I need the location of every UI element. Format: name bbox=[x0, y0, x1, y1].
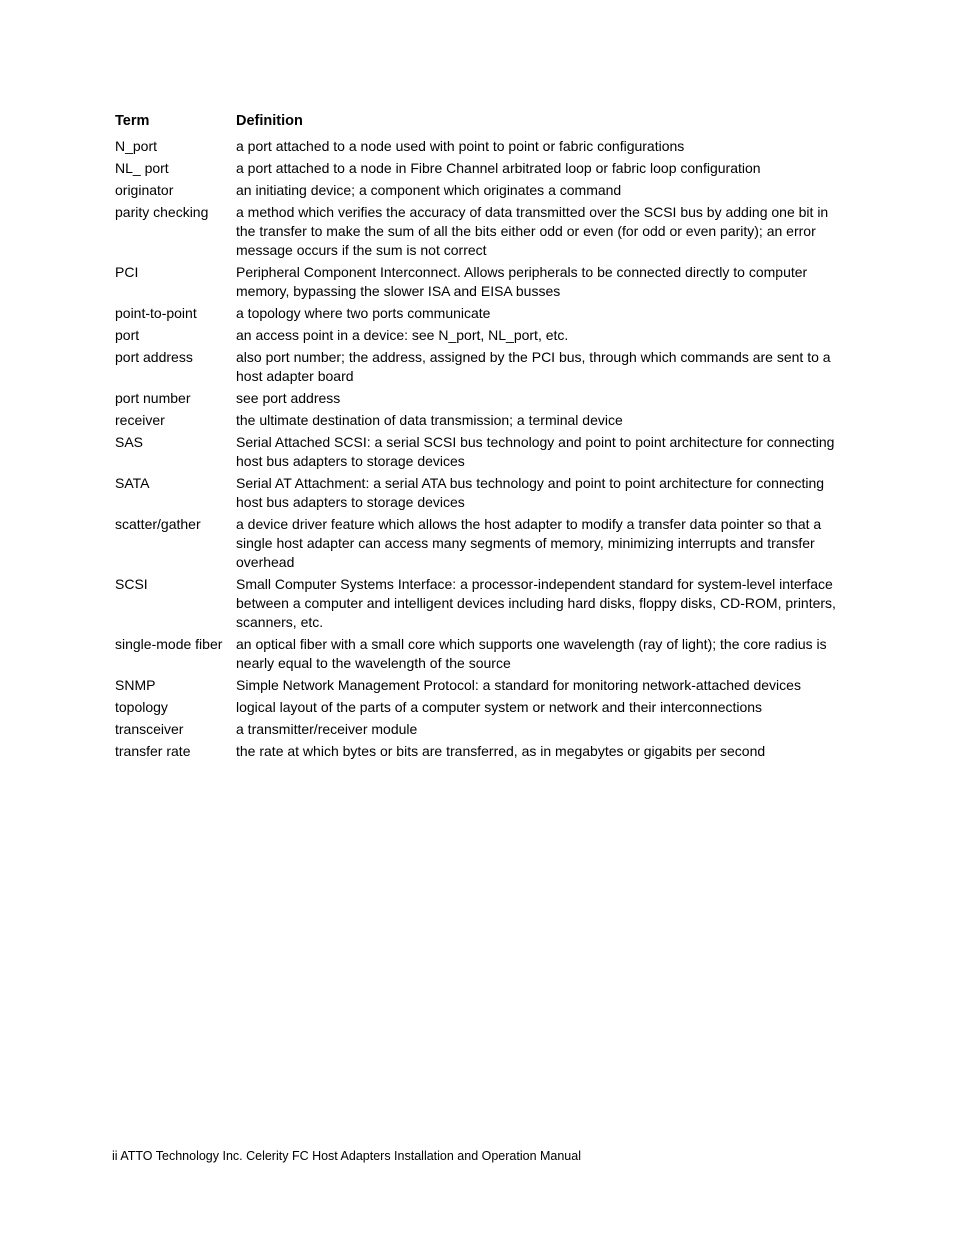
glossary-term: PCI bbox=[115, 264, 139, 280]
glossary-definition: the rate at which bytes or bits are transferred, as in megabytes or gigabits per second bbox=[236, 743, 766, 759]
glossary-definition: the ultimate destination of data transmission; a terminal device bbox=[236, 412, 623, 428]
glossary-term: originator bbox=[115, 182, 174, 198]
glossary-definition: also port number; the address, assigned by the PCI bus, through which commands are sent to a host adapter board bbox=[236, 349, 831, 384]
glossary-term: port address bbox=[115, 349, 193, 365]
glossary-definition: see port address bbox=[236, 390, 341, 406]
glossary-row bbox=[115, 389, 843, 408]
glossary-definition: an initiating device; a component which originates a command bbox=[236, 182, 622, 198]
glossary-term: port bbox=[115, 327, 140, 343]
glossary-row bbox=[115, 742, 843, 761]
glossary-definition: an optical fiber with a small core which supports one wavelength (ray of light); the core radius is nearly equal to the wavelength of the source bbox=[236, 636, 827, 671]
glossary-definition: a device driver feature which allows the host adapter to modify a transfer data pointer so that a single host adapter can access many segments of memory, minimizing interrupts and transfer overhead bbox=[236, 516, 822, 570]
glossary-row bbox=[115, 411, 843, 430]
term-column-header: Term bbox=[115, 113, 150, 129]
glossary-row bbox=[115, 474, 843, 512]
glossary-definition: logical layout of the parts of a computer system or network and their interconnections bbox=[236, 699, 763, 715]
definition-column-header: Definition bbox=[236, 113, 303, 129]
glossary-term: topology bbox=[115, 699, 168, 715]
glossary-definition: Small Computer Systems Interface: a processor-independent standard for system-level interface between a computer and intelligent devices including hard disks, floppy disks, CD-ROM, printers, scanners, etc. bbox=[236, 576, 836, 630]
glossary-term: SCSI bbox=[115, 576, 148, 592]
glossary-definition: a method which verifies the accuracy of data transmitted over the SCSI bus by adding one bit in the transfer to make the sum of all the bits either odd or even (for odd or even parity); an error message occurs if the sum is not correct bbox=[236, 204, 829, 258]
glossary-row bbox=[115, 326, 843, 345]
glossary-table bbox=[115, 112, 843, 764]
glossary-definition: a transmitter/receiver module bbox=[236, 721, 418, 737]
glossary-row bbox=[115, 676, 843, 695]
glossary-row bbox=[115, 698, 843, 717]
glossary-term: SATA bbox=[115, 475, 150, 491]
glossary-definition: Serial AT Attachment: a serial ATA bus technology and point to point architecture for connecting host bus adapters to storage devices bbox=[236, 475, 825, 510]
glossary-term: port number bbox=[115, 390, 191, 406]
glossary-term: SAS bbox=[115, 434, 144, 450]
glossary-row bbox=[115, 433, 843, 471]
glossary-row bbox=[115, 203, 843, 260]
glossary-definition: Serial Attached SCSI: a serial SCSI bus technology and point to point architecture for connecting host bus adapters to storage devices bbox=[236, 434, 835, 469]
glossary-term: point-to-point bbox=[115, 305, 197, 321]
glossary-term: parity checking bbox=[115, 204, 209, 220]
glossary-definition: a topology where two ports communicate bbox=[236, 305, 491, 321]
glossary-row bbox=[115, 348, 843, 386]
glossary-term: transfer rate bbox=[115, 743, 191, 759]
glossary-term: scatter/gather bbox=[115, 516, 201, 532]
glossary-term: receiver bbox=[115, 412, 165, 428]
glossary-row bbox=[115, 720, 843, 739]
glossary-row bbox=[115, 575, 843, 632]
glossary-term: NL_ port bbox=[115, 160, 169, 176]
glossary-term: N_port bbox=[115, 138, 158, 154]
glossary-row bbox=[115, 263, 843, 301]
glossary-definition: a port attached to a node used with point to point or fabric configurations bbox=[236, 138, 685, 154]
glossary-row bbox=[115, 137, 843, 156]
glossary-row bbox=[115, 635, 843, 673]
page-footer: ii ATTO Technology Inc. Celerity FC Host Adapters Installation and Operation Manual bbox=[112, 1149, 581, 1163]
glossary-definition: Peripheral Component Interconnect. Allows peripherals to be connected directly to computer memory, bypassing the slower ISA and EISA busses bbox=[236, 264, 808, 299]
glossary-rows bbox=[115, 137, 843, 761]
glossary-definition: a port attached to a node in Fibre Channel arbitrated loop or fabric loop configuration bbox=[236, 160, 761, 176]
glossary-term: SNMP bbox=[115, 677, 156, 693]
glossary-row bbox=[115, 159, 843, 178]
glossary-header-row bbox=[115, 112, 843, 131]
glossary-definition: an access point in a device: see N_port, NL_port, etc. bbox=[236, 327, 569, 343]
glossary-row bbox=[115, 304, 843, 323]
glossary-term: transceiver bbox=[115, 721, 184, 737]
glossary-row bbox=[115, 515, 843, 572]
glossary-term: single-mode fiber bbox=[115, 636, 223, 652]
glossary-definition: Simple Network Management Protocol: a standard for monitoring network-attached devices bbox=[236, 677, 801, 693]
glossary-row bbox=[115, 181, 843, 200]
